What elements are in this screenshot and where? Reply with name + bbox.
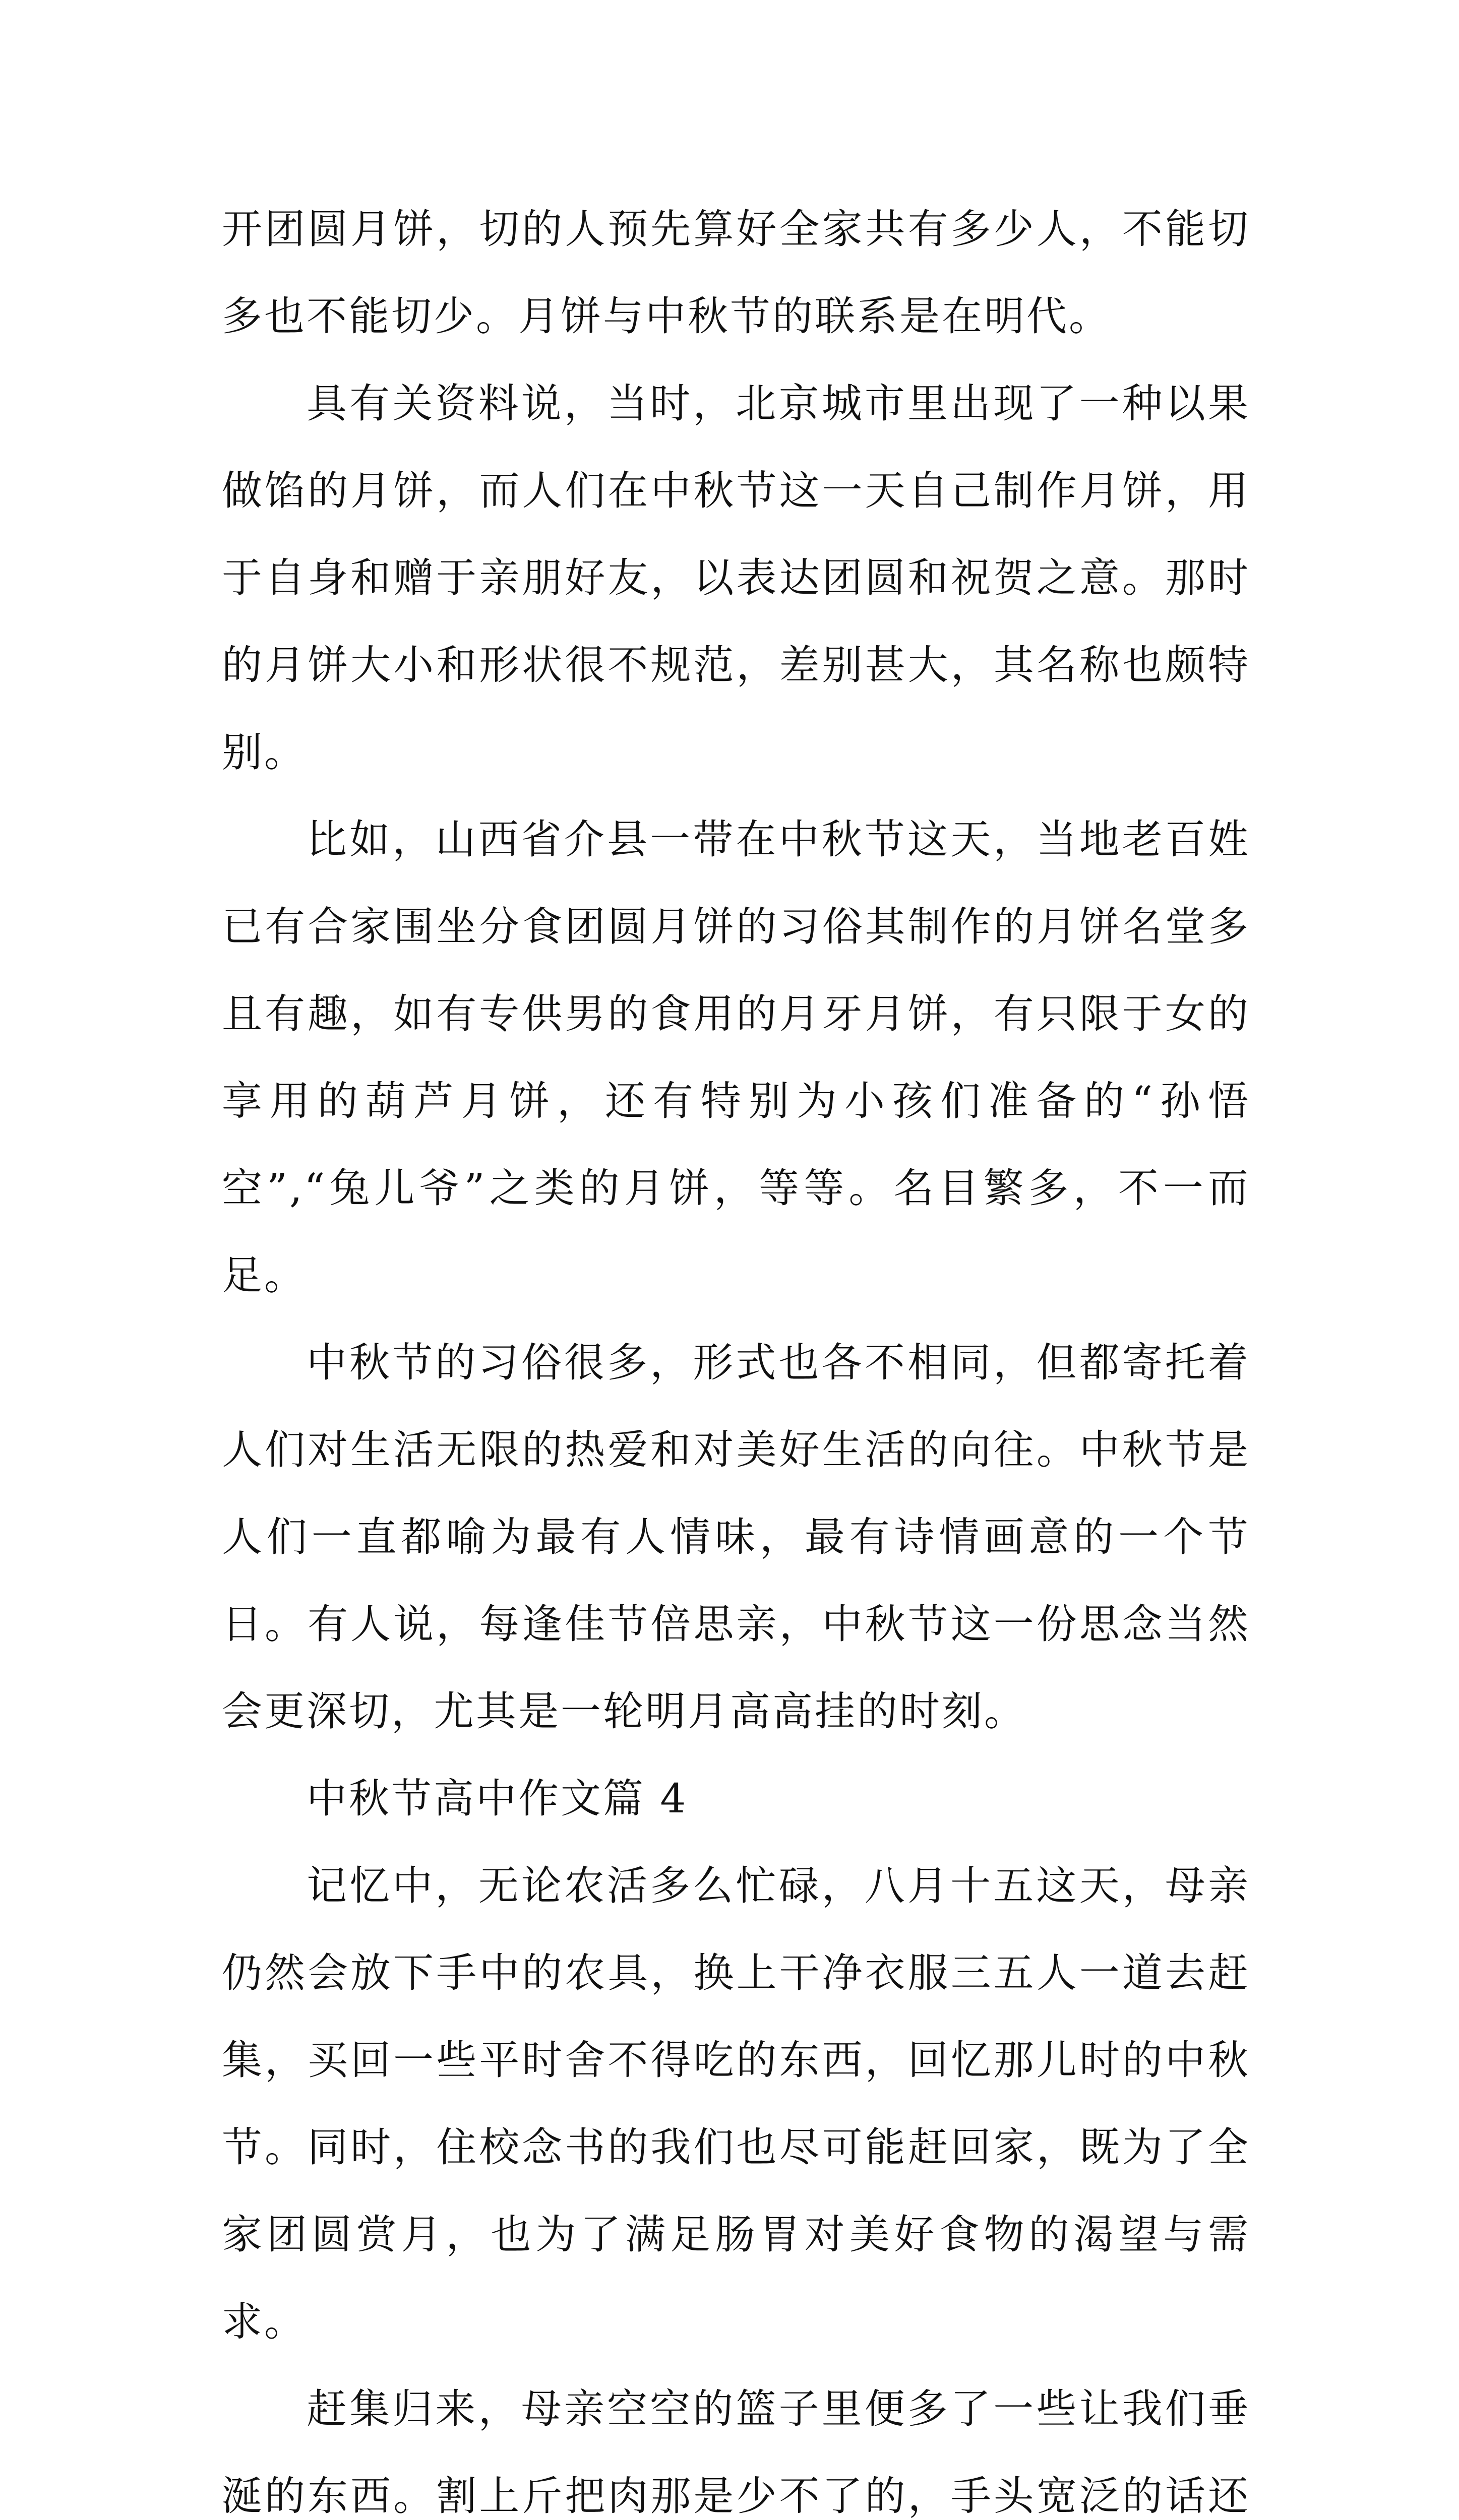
section-heading: 中秋节高中作文篇 4 xyxy=(307,1775,688,1822)
paragraph-shanxi-custom: 比如，山西省介县一带在中秋节这天，当地老百姓已有合家围坐分食团圆月饼的习俗其制作的月饼名堂多且有趣，如有专供男的食用的月牙月饼，有只限于女的享用的葫芦月饼，还有特别为小孩们准备的“孙悟空”,“兔儿爷”之类的月饼，等等。名目繁多，不一而足。 xyxy=(222,816,1250,1299)
paragraph-mooncake-history: 具有关资料说，当时，北京城市里出现了一种以果做馅的月饼，而人们在中秋节这一天自己制作月饼，用于自身和赠于亲朋好友，以表达团圆和祝贺之意。那时的月饼大小和形状很不规范，差别甚大，其名称也颇特别。 xyxy=(222,380,1250,776)
document-body xyxy=(222,185,1250,2520)
paragraph-memory: 记忆中，无论农活多么忙碌，八月十五这天，母亲仍然会放下手中的农具，换上干净衣服三五人一道去赶集，买回一些平时舍不得吃的东西，回忆那儿时的中秋节。同时，住校念书的我们也尽可能赶回家，既为了全家团圆赏月，也为了满足肠胃对美好食物的渴望与需求。 xyxy=(222,1862,1250,2345)
paragraph-market-return: 赶集归来，母亲空空的篮子里便多了一些让我们垂涎的东西。割上斤把肉那是少不了的，手头宽泛的话还 xyxy=(222,2385,1250,2519)
paragraph-continuation: 开团圆月饼，切的人预先算好全家共有多少人，不能切多也不能切少。月饼与中秋节的联系是在明代。 xyxy=(222,206,1250,340)
paragraph-festival-meaning: 中秋节的习俗很多，形式也各不相同，但都寄托着人们对生活无限的热爱和对美好生活的向往。中秋节是人们一直都喻为最有人情味，最有诗情画意的一个节日。有人说，每逢佳节倍思亲，中秋节这一份思念当然会更深切，尤其是一轮明月高高挂的时刻。 xyxy=(222,1339,1250,1735)
